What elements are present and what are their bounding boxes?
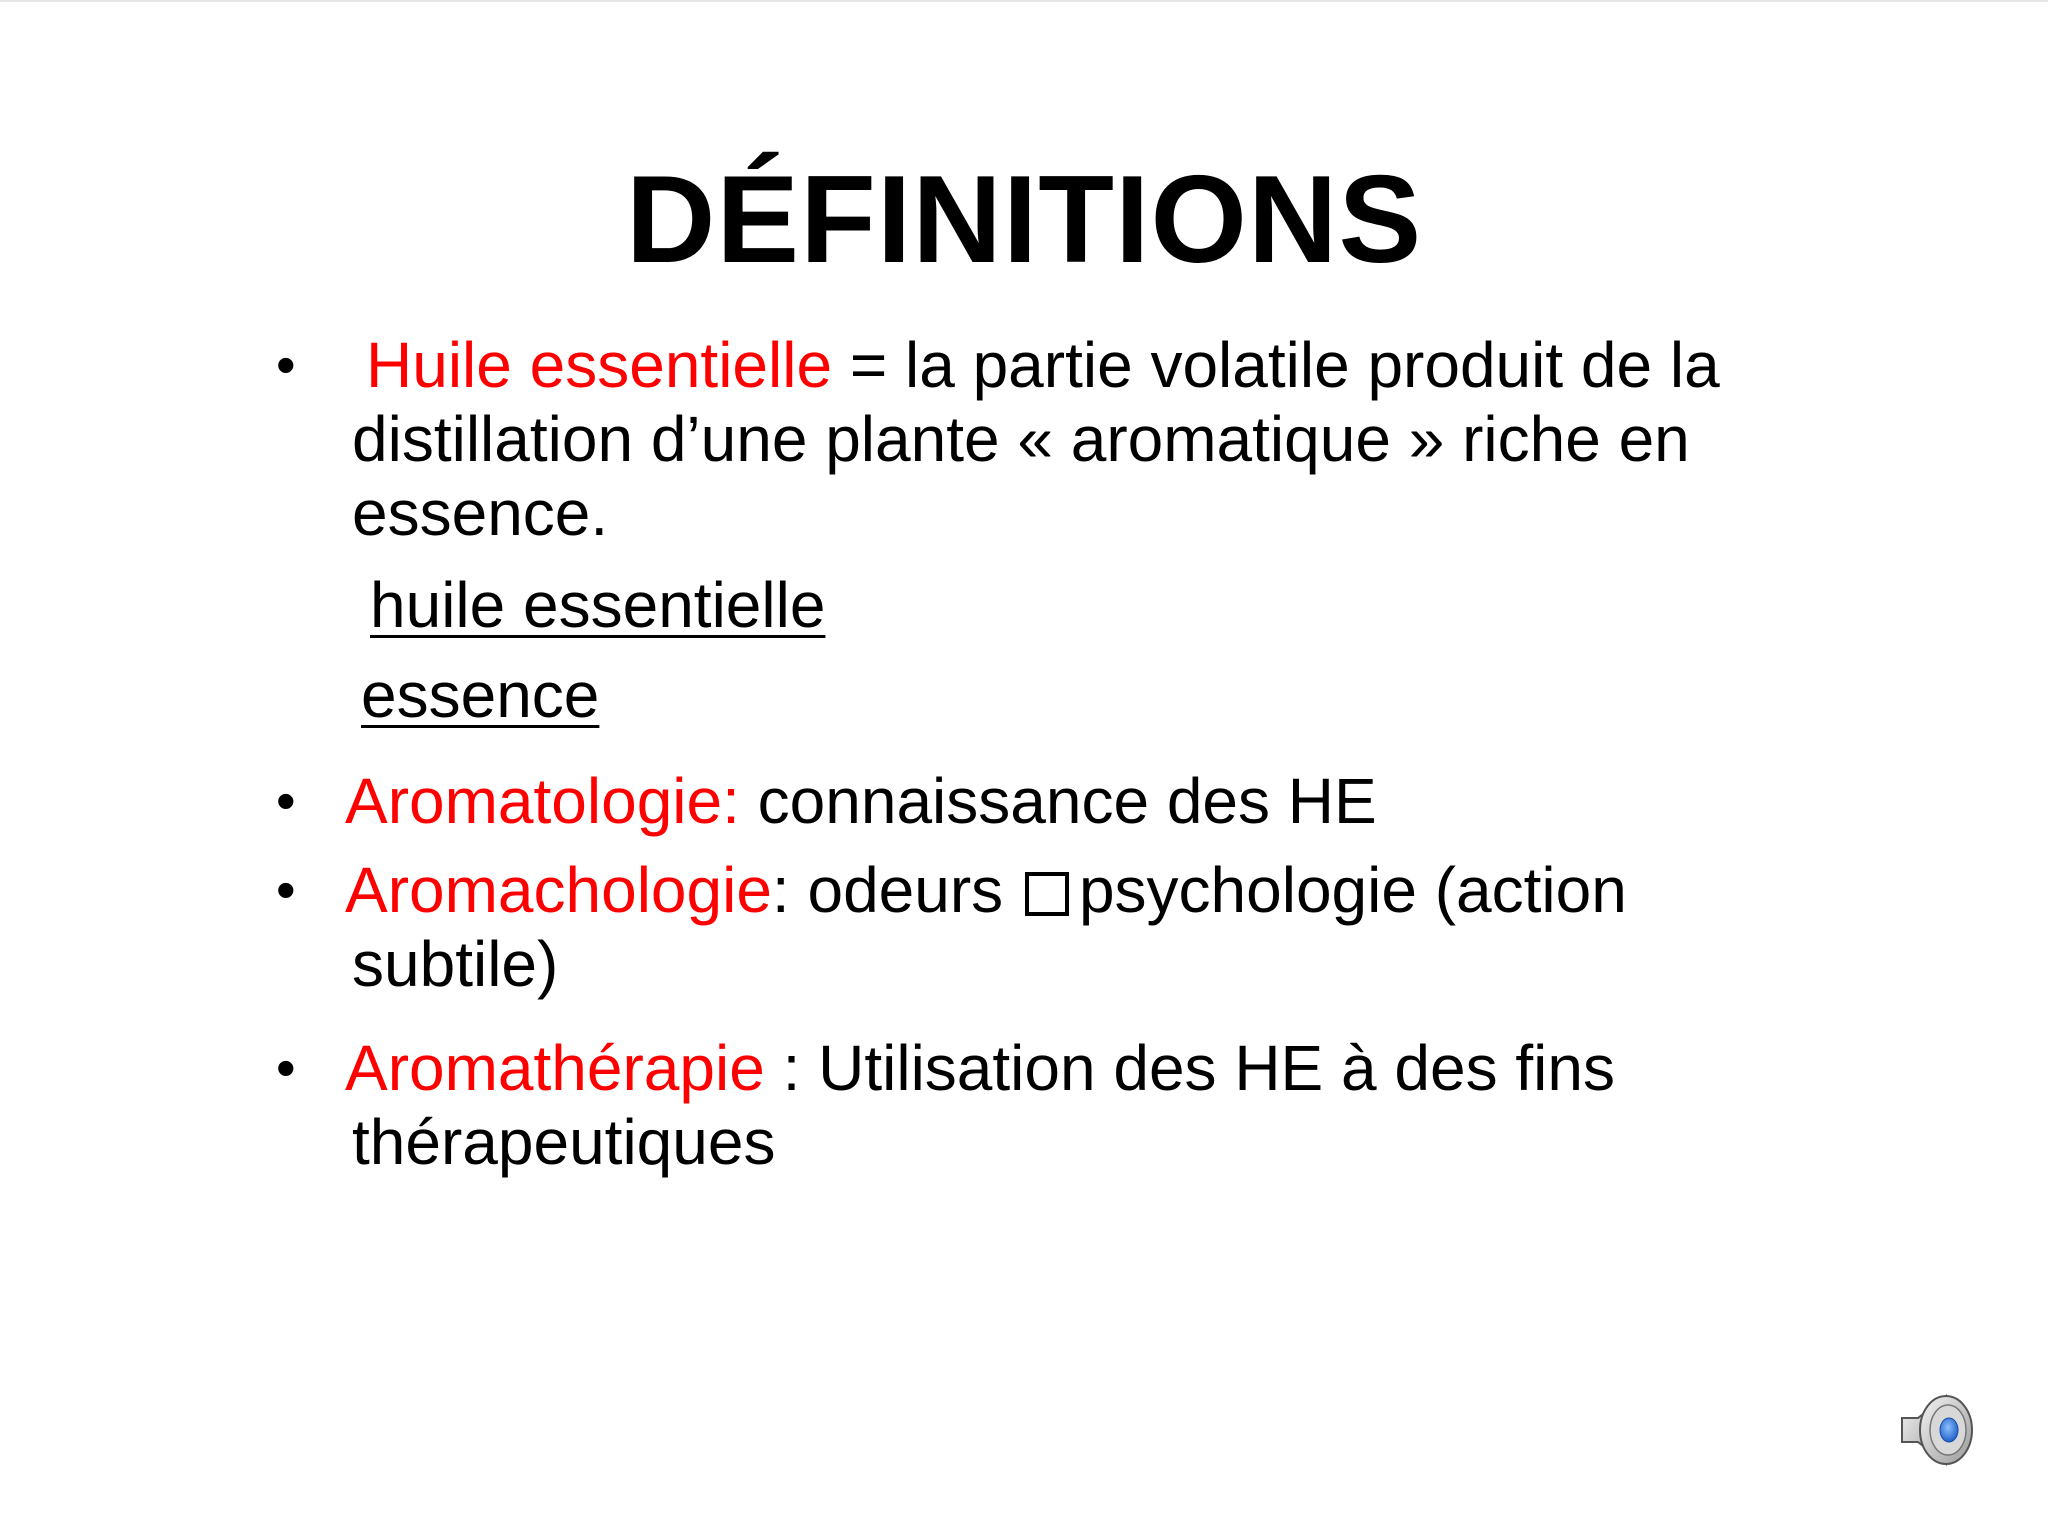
slide-top-border xyxy=(0,0,2048,2)
link-essence[interactable]: essence xyxy=(361,659,600,731)
speaker-icon[interactable] xyxy=(1896,1388,1980,1472)
bullet-aromatologie: • xyxy=(276,769,296,832)
bullet-huile-essentielle: • xyxy=(276,333,296,396)
term-aromachologie: Aromachologie xyxy=(345,854,772,926)
term-aromatologie: Aromatologie: xyxy=(345,765,740,837)
term-huile-essentielle: Huile essentielle xyxy=(366,329,833,401)
bullet-aromatherapie: • xyxy=(276,1036,296,1099)
slide-title: DÉFINITIONS xyxy=(625,151,1423,289)
definition-text: : Utilisation des HE à des fins xyxy=(764,1032,1615,1104)
definition-text: connaissance des HE xyxy=(739,765,1377,837)
bullet-aromachologie: • xyxy=(276,858,296,921)
definition-text: = la partie volatile produit de la xyxy=(832,329,1720,401)
placeholder-box-icon xyxy=(1025,872,1069,916)
definition-aromachologie-line2: subtile) xyxy=(352,928,559,1000)
definition-aromatherapie-line2: thérapeutiques xyxy=(352,1106,776,1178)
definition-aromachologie-line1 xyxy=(345,853,1627,927)
definition-huile-essentielle-line3: essence. xyxy=(352,477,609,549)
definition-huile-essentielle-line1 xyxy=(366,328,1720,402)
term-aromatherapie: Aromathérapie xyxy=(345,1032,765,1104)
definition-text: psychologie (action xyxy=(1078,854,1627,926)
definition-aromatherapie-line1 xyxy=(345,1031,1615,1105)
definition-huile-essentielle-line2: distillation d’une plante « aromatique » riche en xyxy=(352,403,1690,475)
definition-text: : odeurs xyxy=(771,854,1021,926)
definition-aromatologie xyxy=(345,764,1377,838)
link-huile-essentielle[interactable]: huile essentielle xyxy=(370,569,826,641)
